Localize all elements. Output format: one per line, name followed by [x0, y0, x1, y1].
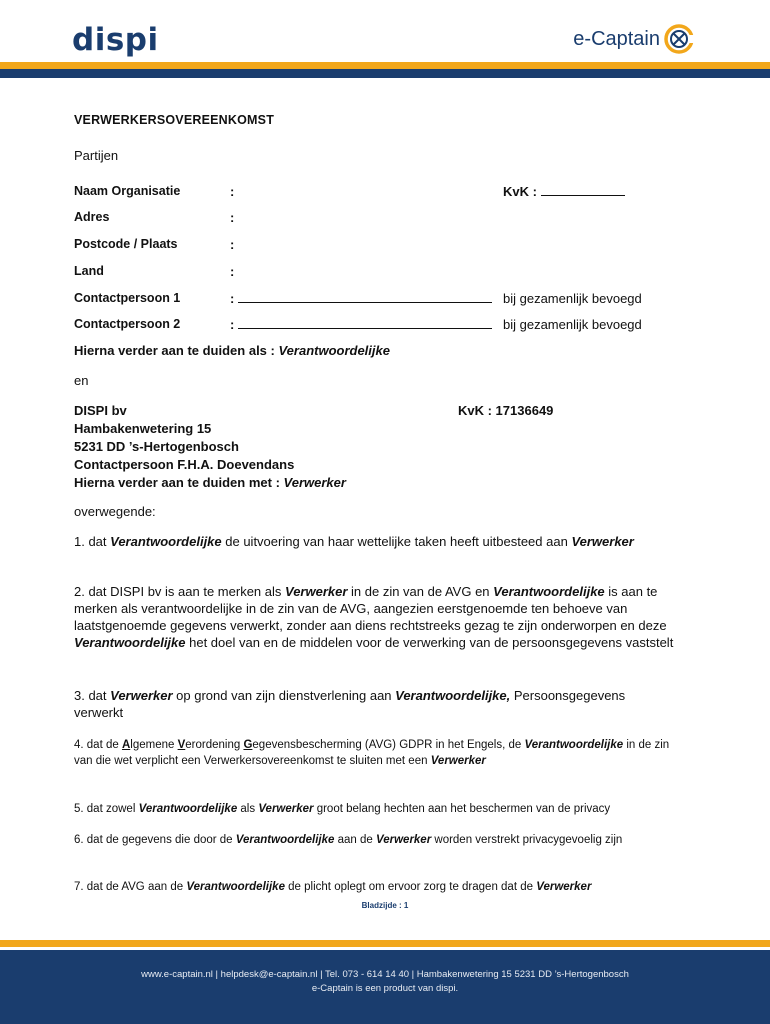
- field-colon: :: [230, 184, 235, 199]
- and-text: en: [74, 373, 89, 388]
- role-term: Verwerker: [375, 834, 432, 846]
- footer-contact-line: www.e-captain.nl | helpdesk@e-captain.nl | Tel. 073 - 614 14 40 | Hambakenwetering 15 5231 DD ’s-Hertogenbosch: [141, 969, 629, 980]
- overwegende-label: overwegende:: [74, 504, 156, 519]
- clause-text: is aan te merken als verantwoordelijke in de zin van de AVG, aangezien eerstgenoemde ten behoeve van laatstgenoemde gegevens verwerkt, zonder aan diens rechtstreeks gezag te zijn onderworpen en deze: [74, 584, 667, 633]
- clause-1: [74, 533, 674, 550]
- contact-2-line: [230, 316, 492, 333]
- clause-text: worden verstrekt privacygevoelig zijn: [431, 834, 623, 846]
- dispi-city: 5231 DD ’s-Hertogenbosch: [74, 439, 239, 454]
- e-captain-emblem-icon: [662, 22, 696, 56]
- page-header: [0, 0, 770, 80]
- header-orange-band: [0, 62, 770, 69]
- clause-3: [74, 687, 674, 721]
- contact-2-blank-line[interactable]: [238, 316, 492, 329]
- role-term: Verwerker: [285, 584, 348, 599]
- role-term: Verantwoordelijke,: [395, 688, 511, 703]
- hierna-prefix: Hierna verder aan te duiden met :: [74, 475, 280, 490]
- field-label-address: Adres: [74, 210, 110, 224]
- role-term: Verantwoordelijke: [110, 534, 222, 549]
- clause-text: groot belang hechten aan het beschermen van de privacy: [313, 803, 611, 815]
- clause-text: 3. dat: [74, 688, 111, 703]
- field-colon: :: [230, 291, 235, 306]
- e-captain-logo: [573, 22, 696, 56]
- clause-text: als: [237, 803, 259, 815]
- clause-text: in de zin van de AVG en: [347, 584, 494, 599]
- clause-text: de plicht oplegt om ervoor zorg te dragen dat de: [284, 881, 537, 893]
- role-term: Verantwoordelijke: [138, 803, 238, 815]
- clause-text: 5. dat zowel: [74, 803, 139, 815]
- page-number: Bladzijde : 1: [361, 901, 409, 910]
- role-verantwoordelijke: Verantwoordelijke: [278, 343, 390, 358]
- hierna-prefix: Hierna verder aan te duiden als :: [74, 343, 275, 358]
- kvk-label: KvK :: [503, 184, 537, 199]
- clause-text: 1. dat: [74, 534, 111, 549]
- role-term: Verantwoordelijke: [74, 635, 186, 650]
- acronym-letter: G: [243, 739, 253, 751]
- field-colon: :: [230, 317, 235, 332]
- role-term: Verantwoordelijke: [186, 881, 285, 893]
- contact-1-blank-line[interactable]: [238, 290, 492, 303]
- clause-text: 2. dat DISPI bv is aan te merken als: [74, 584, 285, 599]
- dispi-contact: Contactpersoon F.H.A. Doevendans: [74, 457, 295, 472]
- clause-text: 4. dat de: [74, 739, 122, 751]
- contact-2-suffix: bij gezamenlijk bevoegd: [503, 317, 642, 332]
- field-label-organisation: Naam Organisatie: [74, 184, 181, 198]
- role-term: Verwerker: [110, 688, 173, 703]
- clause-text: erordening: [185, 739, 244, 751]
- contact-1-suffix: bij gezamenlijk bevoegd: [503, 291, 642, 306]
- dispi-kvk: KvK : 17136649: [458, 403, 554, 418]
- clause-text: in de zin van die wet verplicht een Verwerkersovereenkomst te sluiten met een: [74, 739, 670, 767]
- clause-text: op grond van zijn dienstverlening aan: [172, 688, 396, 703]
- clause-text: egevensbescherming (AVG) GDPR in het Engels, de: [252, 739, 525, 751]
- role-term: Verwerker: [430, 755, 486, 767]
- acronym-letter: A: [121, 739, 131, 751]
- clause-text: aan de: [334, 834, 376, 846]
- clause-5: [74, 801, 674, 817]
- clause-text: 6. dat de gegevens die door de: [74, 834, 236, 846]
- kvk-field: [503, 183, 625, 200]
- clause-4: [74, 737, 674, 769]
- contact-1-line: [230, 290, 492, 307]
- clause-2: [74, 583, 674, 651]
- field-colon: :: [230, 264, 235, 279]
- role-verwerker: Verwerker: [283, 475, 346, 490]
- dispi-street: Hambakenwetering 15: [74, 421, 212, 436]
- footer-orange-band: [0, 940, 770, 947]
- clause-7: [74, 879, 674, 895]
- hierna-verantwoordelijke: [74, 342, 390, 359]
- clause-text: 7. dat de AVG aan de: [74, 881, 187, 893]
- role-term: Verantwoordelijke: [493, 584, 605, 599]
- footer-product-line: e-Captain is een product van dispi.: [311, 983, 459, 994]
- dispi-logo: dispi: [72, 22, 159, 58]
- clause-text: het doel van en de middelen voor de verwerking van de persoonsgegevens vaststelt: [185, 635, 674, 650]
- field-label-contact-1: Contactpersoon 1: [74, 291, 181, 305]
- clause-6: [74, 832, 674, 848]
- document-title: VERWERKERSOVEREENKOMST: [74, 113, 275, 127]
- role-term: Verantwoordelijke: [235, 834, 335, 846]
- dispi-name: DISPI bv: [74, 403, 127, 418]
- field-label-postcode: Postcode / Plaats: [74, 237, 178, 251]
- page-footer: [0, 950, 770, 1024]
- field-colon: :: [230, 210, 235, 225]
- field-label-country: Land: [74, 264, 104, 278]
- hierna-verwerker: [74, 474, 346, 491]
- acronym-letter: V: [177, 739, 186, 751]
- role-term: Verwerker: [258, 803, 314, 815]
- role-term: Verwerker: [571, 534, 634, 549]
- clause-text: lgemene: [130, 739, 178, 751]
- clause-text: de uitvoering van haar wettelijke taken heeft uitbesteed aan: [221, 534, 572, 549]
- role-term: Verantwoordelijke: [524, 739, 624, 751]
- kvk-blank-line[interactable]: [541, 183, 625, 196]
- parties-label: Partijen: [74, 148, 119, 163]
- field-colon: :: [230, 237, 235, 252]
- e-captain-logo-text: e-Captain: [573, 27, 660, 50]
- clause-text: Persoonsgegevens verwerkt: [74, 688, 626, 720]
- field-label-contact-2: Contactpersoon 2: [74, 317, 181, 331]
- header-navy-band: [0, 69, 770, 78]
- role-term: Verwerker: [536, 881, 592, 893]
